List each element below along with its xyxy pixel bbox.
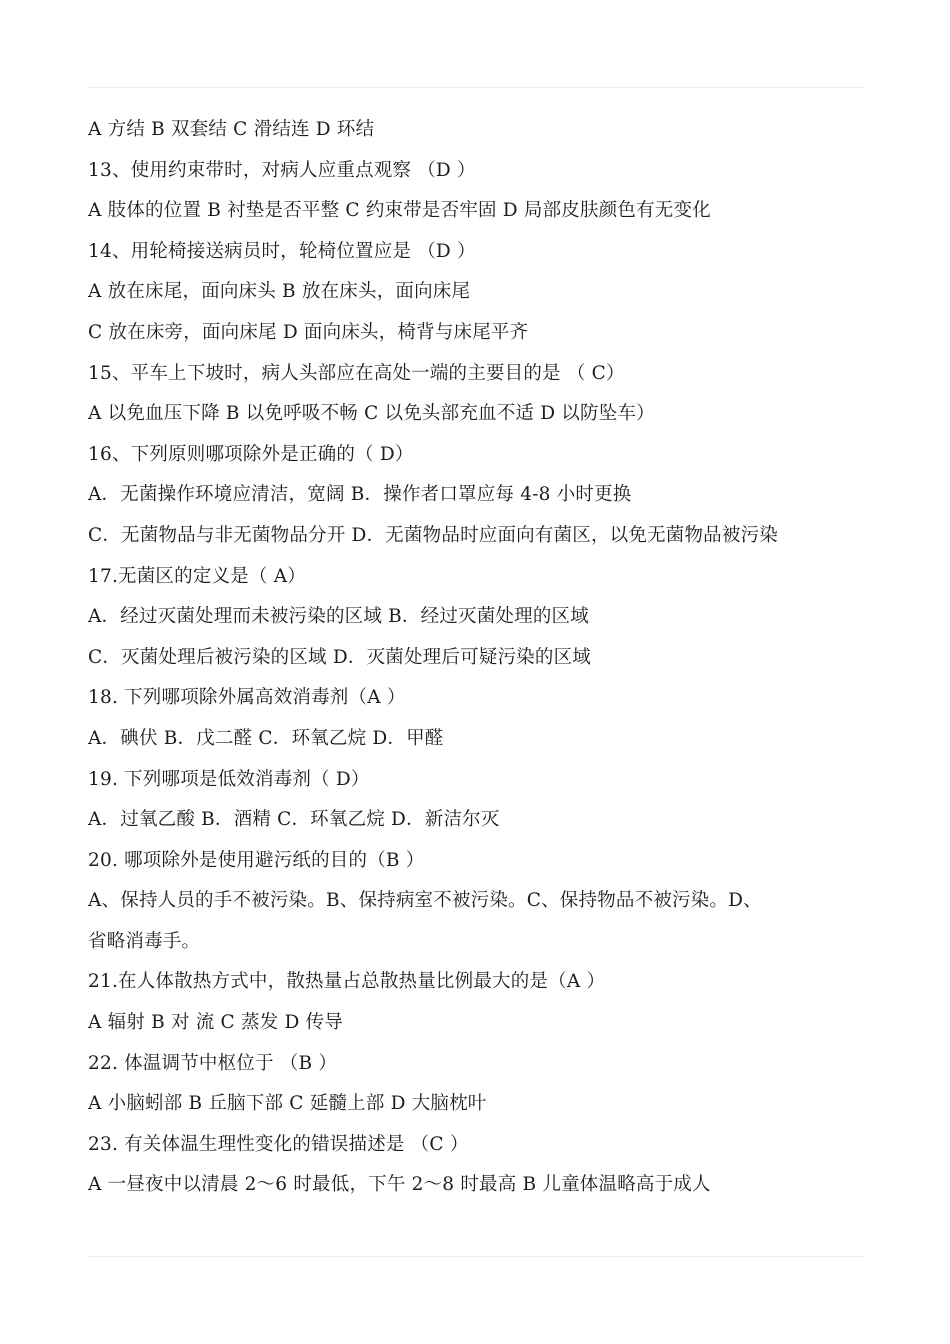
question-20-options-cont: 省略消毒手。 (88, 930, 201, 952)
text-line: A 方结 B 双套结 C 滑结连 D 环结 (88, 119, 375, 140)
question-16-options-ab: A．无菌操作环境应清洁，宽阔 B．操作者口罩应每 4-8 小时更换 (88, 484, 632, 506)
question-19-options: A．过氧乙酸 B．酒精 C．环氧乙烷 D．新洁尔灭 (88, 809, 500, 831)
question-14: 14、用轮椅接送病员时，轮椅位置应是 （D ） (88, 240, 476, 262)
question-17: 17.无菌区的定义是（ A） (88, 565, 306, 587)
question-15-options: A 以免血压下降 B 以免呼吸不畅 C 以免头部充血不适 D 以防坠车） (88, 403, 655, 425)
question-16-options-cd: C．无菌物品与非无菌物品分开 D．无菌物品时应面向有菌区，以免无菌物品被污染 (88, 524, 778, 546)
page-top-rule (88, 87, 863, 88)
question-19: 19. 下列哪项是低效消毒剂（ D） (88, 768, 370, 790)
question-23-options: A 一昼夜中以清晨 2～6 时最低，下午 2～8 时最高 B 儿童体温略高于成人 (88, 1174, 711, 1196)
page-bottom-rule (88, 1256, 863, 1257)
question-14-options-cd: C 放在床旁，面向床尾 D 面向床头，椅背与床尾平齐 (88, 321, 529, 343)
question-20-options: A、保持人员的手不被污染。B、保持病室不被污染。C、保持物品不被污染。D、 (88, 890, 762, 912)
document-body (88, 110, 863, 1206)
question-17-options-cd: C．灭菌处理后被污染的区域 D．灭菌处理后可疑污染的区域 (88, 646, 591, 668)
question-20: 20. 哪项除外是使用避污纸的目的（B ） (88, 849, 425, 871)
question-13: 13、使用约束带时，对病人应重点观察 （D ） (88, 159, 476, 181)
question-14-options-ab: A 放在床尾，面向床头 B 放在床头，面向床尾 (88, 281, 471, 303)
question-18: 18. 下列哪项除外属高效消毒剂（A ） (88, 687, 406, 709)
question-22: 22. 体温调节中枢位于 （B ） (88, 1052, 338, 1074)
question-17-options-ab: A．经过灭菌处理而未被污染的区域 B．经过灭菌处理的区域 (88, 606, 589, 628)
question-22-options: A 小脑蚓部 B 丘脑下部 C 延髓上部 D 大脑枕叶 (88, 1093, 487, 1115)
question-18-options: A．碘伏 B．戊二醛 C．环氧乙烷 D．甲醛 (88, 727, 444, 749)
question-13-options: A 肢体的位置 B 衬垫是否平整 C 约束带是否牢固 D 局部皮肤颜色有无变化 (88, 200, 711, 222)
question-21: 21.在人体散热方式中，散热量占总散热量比例最大的是（A ） (88, 971, 606, 993)
question-21-options: A 辐射 B 对 流 C 蒸发 D 传导 (88, 1012, 343, 1034)
question-23: 23. 有关体温生理性变化的错误描述是 （C ） (88, 1133, 469, 1155)
question-15: 15、平车上下坡时，病人头部应在高处一端的主要目的是 （ C） (88, 362, 625, 384)
question-16: 16、下列原则哪项除外是正确的（ D） (88, 443, 414, 465)
